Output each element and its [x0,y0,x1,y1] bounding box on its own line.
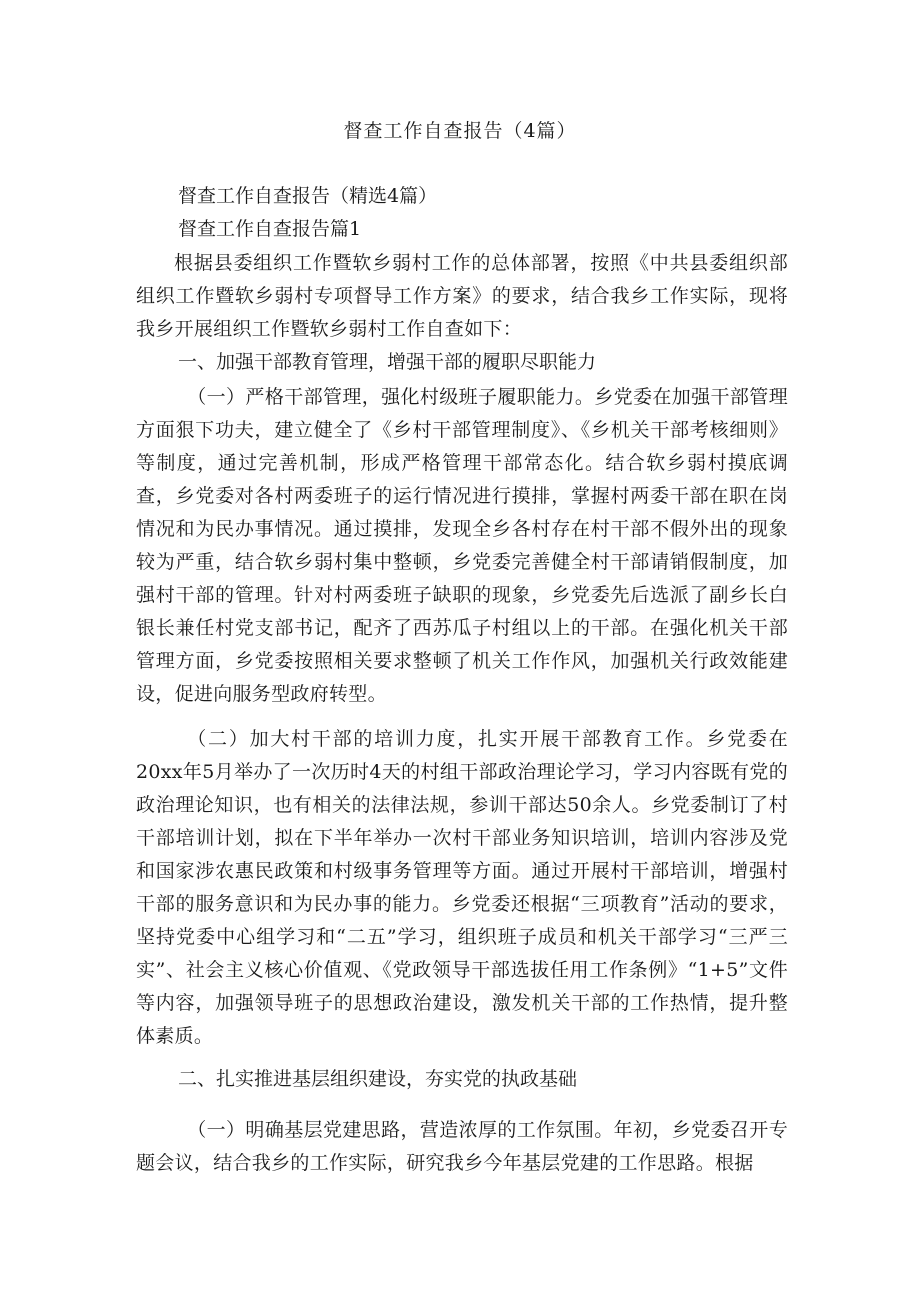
intro-paragraph: 根据县委组织工作暨软乡弱村工作的总体部署，按照《中共县委组织部组织工作暨软乡弱村专项督导工作方案》的要求，结合我乡工作实际，现将我乡开展组织工作暨软乡弱村工作自查如下： [136,252,788,340]
paragraph-1-2: （二）加大村干部的培训力度，扎实开展干部教育工作。乡党委在20xx年5月举办了一次历时4天的村组干部政治理论学习，学习内容既有党的政治理论知识，也有相关的法律法规，参训干部达50余人。乡党委制订了村干部培训计划，拟在下半年举办一次村干部业务知识培训，培训内容涉及党和国家涉农惠民政策和村级事务管理等方面。通过开展村干部培训，增强村干部的服务意识和为民办事的能力。乡党委还根据“三项教育”活动的要求，坚持党委中心组学习和“二五”学习，组织班子成员和机关干部学习“三严三实”、社会主义核心价值观、《党政领导干部选拔任用工作条例》“1+5”文件等内容，加强领导班子的思想政治建设，激发机关干部的工作热情，提升整体素质。 [136,728,788,1047]
paragraph-1-1: （一）严格干部管理，强化村级班子履职能力。乡党委在加强干部管理方面狠下功夫，建立健全了《乡村干部管理制度》、《乡机关干部考核细则》等制度，通过完善机制，形成严格管理干部常态化。结合软乡弱村摸底调查，乡党委对各村两委班子的运行情况进行摸排，掌握村两委干部在职在岗情况和为民办事情况。通过摸排，发现全乡各村存在村干部不假外出的现象较为严重，结合软乡弱村集中整顿，乡党委完善健全村干部请销假制度，加强村干部的管理。针对村两委班子缺职的现象，乡党委先后选派了副乡长白银长兼任村党支部书记，配齐了西苏瓜子村组以上的干部。在强化机关干部管理方面，乡党委按照相关要求整顿了机关工作作风，加强机关行政效能建设，促进向服务型政府转型。 [136,386,788,705]
heading-2: 二、扎实推进基层组织建设，夯实党的执政基础 [178,1068,578,1090]
document-title: 督查工作自查报告（4篇） [343,120,577,142]
heading-1: 一、加强干部教育管理，增强干部的履职尽职能力 [178,351,597,373]
paragraph-2-1: （一）明确基层党建思路，营造浓厚的工作氛围。年初，乡党委召开专题会议，结合我乡的工作实际，研究我乡今年基层党建的工作思路。根据 [136,1119,788,1174]
section-heading: 督查工作自查报告篇1 [178,218,362,240]
document-subtitle: 督查工作自查报告（精选4篇） [178,185,438,207]
